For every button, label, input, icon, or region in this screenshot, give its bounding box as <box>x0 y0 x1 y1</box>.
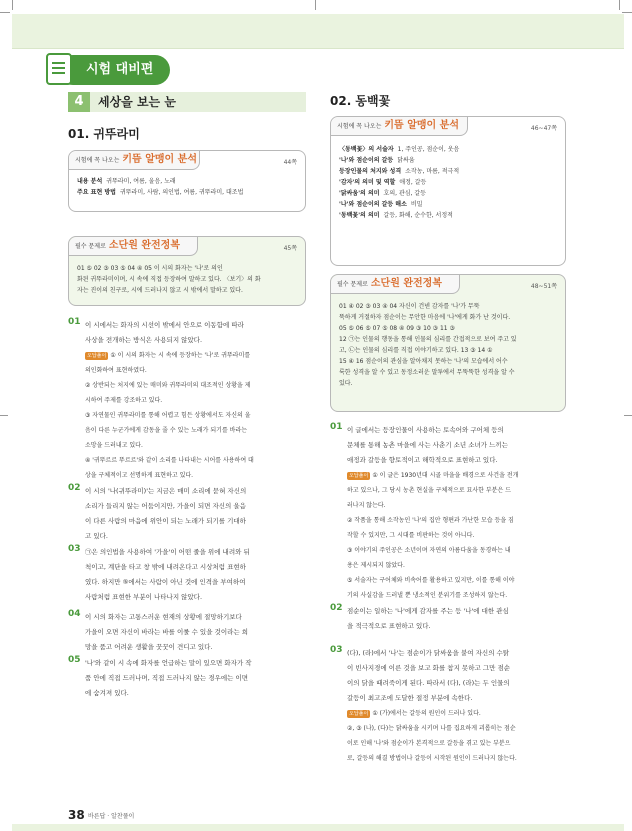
wrong-answer-note <box>347 751 566 766</box>
wrong-answer-note <box>347 721 566 736</box>
wrong-answer-tag: 오답풀이 <box>87 353 107 359</box>
note-text: 이로 인해 '나'와 점순이가 본격적으로 갈등을 겪고 있는 부분으 <box>347 740 511 747</box>
wrong-answer-note <box>85 363 308 378</box>
row-label: 내용 분석 <box>77 178 103 185</box>
explanation-line: 이 다른 사람의 마음에 위안이 되는 노래가 되기를 기대하 <box>85 517 246 525</box>
explanation-line: 가을이 오면 자신이 바라는 바를 이룰 수 있을 것이라는 희 <box>85 628 249 636</box>
wrong-answer-note <box>347 513 566 528</box>
wrong-answer-note <box>347 543 566 558</box>
row-label: '닭싸움'의 의미 <box>339 190 380 197</box>
answer-key-line: 자는 진이의 친구로, 시에 드러나지 않고 시 밖에서 말하고 있다. <box>77 287 243 294</box>
wrong-answer-note <box>85 408 308 423</box>
answer-key-line: 12 ㉠는 인물의 행동을 통해 인물의 심리를 간접적으로 보여 주고 있 <box>339 336 517 343</box>
wrong-answer-note <box>85 348 308 363</box>
explanation-line: 망을 품고 어려운 생활을 꿋꿋이 견디고 있다. <box>85 643 213 651</box>
note-text: ③ 이야기의 주인공은 소년이며 자연의 아름다움을 동경하는 내 <box>347 547 511 554</box>
explanation-line: (다), (라)에서 '나'는 점순이가 닭싸움을 붙여 자신의 수탉 <box>347 649 510 657</box>
tab-title: 키뜸 알맹이 분석 <box>384 120 459 131</box>
question-number: 02 <box>330 603 343 613</box>
explanation-line: 사상을 전개하는 방식은 사용되지 않았다. <box>85 336 203 344</box>
note-text: 음이 다른 누군가에게 감동을 줄 수 있는 노래가 되기를 바라는 <box>85 427 248 434</box>
tab-small-label: 시험에 꼭 나오는 <box>75 157 120 164</box>
answer-explanation <box>85 318 308 483</box>
answer-key-line: 있다. <box>339 380 353 387</box>
answer-key-line: 01 ⑤ 02 ③ 03 ⑤ 04 ④ 05 이 시의 화자는 '나'로 의인 <box>77 265 223 272</box>
tab-title: 키뜸 알맹이 분석 <box>122 154 197 165</box>
note-text: 로, 갈등의 해결 방법이나 갈등이 시작된 원인이 드러나지 않는다. <box>347 755 517 762</box>
trim-mark <box>315 0 316 10</box>
wrong-answer-note <box>85 438 308 453</box>
row-label: 주요 표현 방법 <box>77 189 116 196</box>
answer-key-line: 15 ④ 16 점순이의 관심을 알아채지 못하는 '나'의 모습에서 어수 <box>339 358 508 365</box>
row-text: 호의, 관심, 갈등 <box>383 190 426 197</box>
row-label: '동백꽃'의 의미 <box>339 212 380 219</box>
header-band <box>12 14 624 49</box>
trim-mark <box>619 0 620 10</box>
exam-prep-badge <box>58 55 170 85</box>
key-analysis-box <box>330 116 566 266</box>
answer-explanation <box>347 646 566 766</box>
page-ref: 45쪽 <box>283 245 297 252</box>
row-label: 등장인물의 처지와 성격 <box>339 168 402 175</box>
box-tab <box>331 275 460 294</box>
explanation-line: 였다. 하지만 ⑤에서는 사람이 아닌 것에 인격을 부여하여 <box>85 578 246 586</box>
row-label: '나'와 점순이의 갈등 <box>339 157 394 164</box>
answer-key <box>77 263 261 296</box>
wrong-answer-note <box>347 498 566 513</box>
trim-mark <box>0 415 8 416</box>
row-text: 소작농, 마름, 적극적 <box>405 168 460 175</box>
answer-explanation <box>85 610 308 655</box>
tab-small-label: 시험에 꼭 나오는 <box>337 123 382 130</box>
answer-explanation <box>85 545 308 605</box>
answer-explanation <box>347 423 566 603</box>
wrong-answer-note <box>85 378 308 393</box>
explanation-line: 고 있다. <box>85 532 108 540</box>
explanation-line: 점순이는 일하는 '나'에게 감자를 주는 등 '나'에 대한 관심 <box>347 607 509 615</box>
row-text: 닭싸움 <box>397 157 415 164</box>
analysis-row <box>339 199 459 210</box>
note-text: 의인화하여 표현하였다. <box>85 367 147 374</box>
answer-key-line: 고, ㉡는 인물의 심리를 직접 이야기하고 있다. 13 ③ 14 ① <box>339 347 493 354</box>
lesson-title: 01. 귀뚜라미 <box>68 127 140 141</box>
explanation-line: 문체를 통해 농촌 마을에 사는 사춘기 소년 소녀가 느끼는 <box>347 441 508 449</box>
explanation-line: 이의 닭을 때려죽이게 된다. 따라서 (다), (라)는 두 인물의 <box>347 679 510 687</box>
note-text: ④ '귀뚜르르 뚜르르'와 같이 소리를 나타내는 시어를 사용하여 대 <box>85 457 254 464</box>
note-text: ②, ③ (나), (다)는 닭싸움을 시키며 나를 집요하게 괴롭히는 점순 <box>347 725 516 732</box>
explanation-line: 갈등이 최고조에 도달한 절정 부분에 속한다. <box>347 694 473 702</box>
wrong-answer-note <box>347 573 566 588</box>
answer-key <box>339 301 517 389</box>
question-number: 03 <box>330 645 343 655</box>
explanation-line: 척이고, 계단을 타고 창 밖에 내려온다고 시상처럼 표현하 <box>85 563 246 571</box>
wrong-answer-note <box>347 588 566 603</box>
badge-label: 시험 대비편 <box>86 62 154 77</box>
section-header <box>68 92 306 112</box>
explanation-line: 이 시의 화자는 고통스러운 현재의 상황에 절망하기보다 <box>85 613 242 621</box>
explanation-line: 소리가 들리지 않는 어둠이지만, 가을이 되면 자신의 울음 <box>85 502 246 510</box>
answer-explanation <box>85 484 308 544</box>
wrong-answer-tag: 오답풀이 <box>349 473 369 479</box>
question-number: 01 <box>68 317 81 327</box>
wrong-answer-note <box>85 393 308 408</box>
answer-key-line: 05 ⑤ 06 ⑤ 07 ⑤ 08 ④ 09 ③ 10 ③ 11 ③ <box>339 325 455 332</box>
notepad-icon <box>46 53 72 85</box>
row-label: '감자'의 의미 및 역할 <box>339 179 396 186</box>
row-label: '나'와 점순이의 갈등 해소 <box>339 201 407 208</box>
answer-key-line: 01 ④ 02 ③ 03 ④ 04 자신이 건넨 감자를 '나'가 무뚝 <box>339 303 480 310</box>
analysis-row <box>339 166 459 177</box>
explanation-line: 이 시에서는 화자의 시선이 밖에서 안으로 이동함에 따라 <box>85 321 244 329</box>
note-text: ② 상반되는 처지에 있는 매미와 귀뚜라미의 대조적인 상황을 제 <box>85 382 251 389</box>
unit-review-box <box>68 236 306 306</box>
analysis-row <box>339 188 459 199</box>
box-tab <box>69 237 198 256</box>
note-text: ① 이 글은 1930년대 시골 마을을 배경으로 사건을 전개 <box>372 472 519 479</box>
page-ref: 46~47쪽 <box>530 125 557 132</box>
note-text: 러나지 않는다. <box>347 502 386 509</box>
answer-key-line: 뚝하게 거절하자 점순이는 무안한 마음에 '나'에게 화가 난 것이다. <box>339 314 511 321</box>
tab-title: 소단원 완전정복 <box>370 278 442 289</box>
box-tab <box>331 117 468 136</box>
row-text: 1, 주인공, 점순이, 웃음 <box>397 146 460 153</box>
note-text: 용은 제시되지 않았다. <box>347 562 405 569</box>
analysis-rows <box>77 176 243 198</box>
note-text: ⑤ 서술자는 구어체와 비속어를 활용하고 있지만, 이를 통해 이야 <box>347 577 515 584</box>
footer-band <box>12 824 624 831</box>
note-text: ① (가)에서는 갈등의 원인이 드러나 있다. <box>372 710 481 717</box>
wrong-answer-note <box>347 558 566 573</box>
trim-mark <box>624 415 632 416</box>
wrong-answer-note <box>347 736 566 751</box>
explanation-line: ㉠은 의인법을 사용하여 '가을'이 어떤 줄을 위에 내려와 뒤 <box>85 548 250 556</box>
row-text: 애정, 갈등 <box>399 179 427 186</box>
footer-label: 바른답 · 알찬풀이 <box>88 813 135 820</box>
explanation-line: 품 안에 직접 드러나며, 직접 드러나지 않는 경우에는 이면 <box>85 674 249 682</box>
unit-review-box <box>330 274 566 412</box>
analysis-row <box>339 177 459 188</box>
explanation-line: 사람처럼 표현한 부분이 나타나지 않았다. <box>85 593 203 601</box>
trim-mark <box>0 12 10 13</box>
explanation-line: 에 숨겨져 있다. <box>85 689 129 697</box>
wrong-answer-note <box>85 423 308 438</box>
note-text: 소망을 드러내고 있다. <box>85 442 143 449</box>
question-number: 05 <box>68 655 81 665</box>
analysis-row <box>339 155 459 166</box>
answer-explanation <box>347 604 566 634</box>
wrong-answer-tag: 오답풀이 <box>349 711 369 717</box>
analysis-row <box>77 176 243 187</box>
section-number: 4 <box>68 92 90 112</box>
analysis-rows <box>339 144 459 221</box>
question-number: 01 <box>330 422 343 432</box>
explanation-line: 이 글에서는 등장인물이 사용하는 토속어와 구어체 등의 <box>347 426 504 434</box>
row-text: 귀뚜라미, 여름, 울음, 노래 <box>106 178 176 185</box>
question-number: 02 <box>68 483 81 493</box>
explanation-line: '나'와 같이 시 속에 화자를 언급하는 말이 있으면 화자가 작 <box>85 659 252 667</box>
page-number: 38 <box>68 808 85 822</box>
row-text: 귀뚜라미, 사람, 의인법, 여름, 귀뚜라미, 대조법 <box>119 189 244 196</box>
lesson-title: 02. 동백꽃 <box>330 94 391 108</box>
wrong-answer-note <box>347 483 566 498</box>
note-text: 시하여 주제를 강조하고 있다. <box>85 397 163 404</box>
wrong-answer-note <box>85 453 308 468</box>
trim-mark <box>12 0 13 10</box>
row-text: 갈등, 화해, 순수한, 서정적 <box>383 212 453 219</box>
tab-title: 소단원 완전정복 <box>108 240 180 251</box>
row-label: 〈동백꽃〉의 서술자 <box>339 146 394 153</box>
answer-key-line: 화된 귀뚜라미이며, 시 속에 직접 등장하여 말하고 있다. 〈보기〉의 화 <box>77 276 261 283</box>
note-text: 작할 수 있지만, 그 시대를 비판하는 것이 아니다. <box>347 532 475 539</box>
answer-key-line: 룩한 성격을 알 수 있고 동정소러운 말투에서 무뚝뚝한 성격을 알 수 <box>339 369 515 376</box>
tab-small-label: 필수 문제로 <box>337 281 368 288</box>
page-ref: 44쪽 <box>283 159 297 166</box>
note-text: 하고 있으나, 그 당시 농촌 현실을 구체적으로 묘사한 부분은 드 <box>347 487 511 494</box>
page-ref: 48~51쪽 <box>530 283 557 290</box>
wrong-answer-note <box>347 706 566 721</box>
analysis-row <box>339 144 459 155</box>
box-tab <box>69 151 200 170</box>
explanation-line: 을 적극적으로 표현하고 있다. <box>347 622 431 630</box>
note-text: ② 작품을 통해 소작농인 '나'의 집안 형편과 가난한 모습 등을 짐 <box>347 517 514 524</box>
note-text: ③ 자연물인 귀뚜라미를 통해 어렵고 힘든 상황에서도 자신의 울 <box>85 412 251 419</box>
note-text: 상을 구체적이고 선명하게 표현하고 있다. <box>85 472 194 479</box>
question-number: 03 <box>68 544 81 554</box>
note-text: 기의 사실감을 드러낼 뿐 냉소적인 분위기를 조성하지 않는다. <box>347 592 508 599</box>
trim-mark <box>622 12 632 13</box>
explanation-line: 이 빈사지경에 이른 것을 보고 화를 참지 못하고 그만 점순 <box>347 664 511 672</box>
explanation-line: 이 시의 '나(귀뚜라미)'는 지금은 매미 소리에 묻혀 자신의 <box>85 487 247 495</box>
key-analysis-box <box>68 150 306 212</box>
note-text: ① 이 시의 화자는 시 속에 등장하는 '나'로 귀뚜라미를 <box>110 352 251 359</box>
analysis-row <box>77 187 243 198</box>
tab-small-label: 필수 문제로 <box>75 243 106 250</box>
wrong-answer-note <box>347 528 566 543</box>
answer-explanation <box>85 656 308 701</box>
wrong-answer-note <box>347 468 566 483</box>
analysis-row <box>339 210 459 221</box>
explanation-line: 애정과 갈등을 향토적이고 해학적으로 표현하고 있다. <box>347 456 498 464</box>
question-number: 04 <box>68 609 81 619</box>
section-title: 세상을 보는 눈 <box>98 95 176 109</box>
wrong-answer-note <box>85 468 308 483</box>
row-text: 비밀 <box>410 201 423 208</box>
